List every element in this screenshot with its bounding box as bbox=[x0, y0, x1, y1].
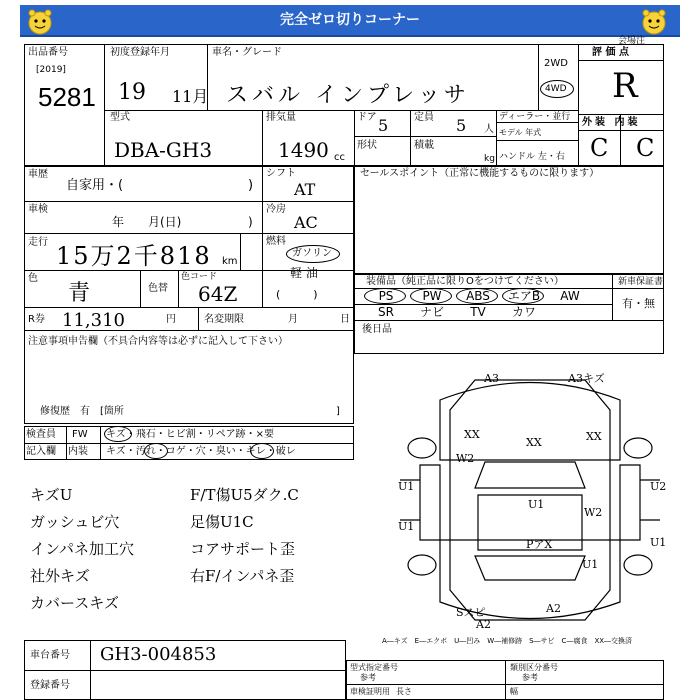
equipment-item: PS bbox=[378, 289, 394, 303]
mark-a2-right: A2 bbox=[546, 602, 561, 615]
displacement-value: 1490 bbox=[278, 138, 329, 162]
name-change-month: 月 bbox=[288, 314, 298, 325]
mark-u1-roof: U1 bbox=[528, 498, 545, 511]
mark-s-rust: Sスピ bbox=[456, 606, 486, 619]
cert-label: 車検証明用 bbox=[350, 687, 390, 696]
model-year-label: モデル 年式 bbox=[499, 128, 542, 137]
color-value: 青 bbox=[68, 281, 91, 306]
mark-a2-left: A2 bbox=[476, 618, 491, 631]
doors-label: ドア bbox=[357, 112, 377, 123]
drive-2wd: 2WD bbox=[544, 58, 568, 69]
equipment-circle bbox=[410, 288, 452, 304]
ext-grade: C bbox=[590, 134, 609, 162]
fuel-paren: ( ) bbox=[276, 288, 318, 301]
mileage-value: 15万2千818 bbox=[56, 242, 212, 270]
mark-u1-left-front: U1 bbox=[398, 480, 415, 493]
year-tag: [2019] bbox=[36, 65, 66, 75]
color-label: 色 bbox=[28, 273, 38, 284]
equipment-item: AW bbox=[560, 289, 580, 303]
equipment-item: TV bbox=[470, 305, 486, 319]
capacity-value: 5 bbox=[456, 116, 467, 135]
selling-points-label: セールスポイント（正常に機能するものに限ります） bbox=[360, 168, 600, 179]
use-close: ) bbox=[248, 178, 254, 193]
ext-int-label: 外装 内装 bbox=[582, 117, 641, 128]
chassis-value: GH3-004853 bbox=[100, 644, 217, 665]
equipment-circle bbox=[364, 288, 406, 304]
model-label: 型式 bbox=[110, 112, 130, 123]
mark-xx-right: XX bbox=[586, 430, 602, 443]
note-line: カバースキズ bbox=[30, 594, 119, 612]
area-code: 会場注 bbox=[618, 36, 646, 46]
banner-title: 完全ゼロ切りコーナー bbox=[280, 12, 420, 28]
doors-value: 5 bbox=[378, 116, 389, 135]
selling-points-box bbox=[354, 166, 664, 274]
shift-value: AT bbox=[294, 180, 316, 199]
warranty-label: 新車保証書 bbox=[618, 277, 664, 287]
mark-w2-front: W2 bbox=[456, 452, 475, 465]
class-ref: 参考 bbox=[522, 673, 538, 682]
interior-label: 内装 bbox=[68, 446, 88, 457]
class-label: 類別区分番号 bbox=[510, 663, 558, 672]
fw-scratch-circle bbox=[104, 426, 132, 442]
mark-u2-right: U2 bbox=[650, 480, 667, 493]
rear-seat-label: 後日品 bbox=[362, 324, 392, 335]
equipment-circle bbox=[502, 288, 544, 304]
note-line: ガッシュビ穴 bbox=[30, 513, 120, 531]
chassis-label: 車台番号 bbox=[30, 650, 70, 661]
car-damage-diagram bbox=[380, 370, 680, 632]
equipment-item: SR bbox=[378, 305, 394, 319]
shift-label: シフト bbox=[266, 168, 296, 179]
model-value: DBA-GH3 bbox=[114, 138, 213, 162]
equipment-label: 装備品（純正品に限りΟをつけてください） bbox=[366, 276, 564, 287]
type-cert-ref: 参考 bbox=[360, 673, 376, 682]
equipment-item: ナビ bbox=[419, 305, 444, 319]
warranty-value: 有・無 bbox=[622, 297, 655, 310]
mark-u1-right-rear: U1 bbox=[650, 536, 667, 549]
note-line: F/T傷U5ダク.C bbox=[190, 486, 299, 504]
recycle-unit: 円 bbox=[166, 314, 176, 325]
mark-xx-left: XX bbox=[464, 428, 480, 441]
name-grade-label: 車名・グレード bbox=[212, 47, 282, 58]
use-value: 自家用・( bbox=[66, 178, 124, 193]
equipment-item: ABS bbox=[466, 289, 490, 303]
eval-label: 評 価 点 bbox=[592, 47, 629, 58]
load-unit: kg bbox=[484, 154, 495, 164]
interior-odor-circle bbox=[250, 443, 274, 459]
car-name: スバル インプレッサ bbox=[226, 83, 470, 108]
use-label: 車歴 bbox=[28, 169, 48, 180]
note-line: 右F/インパネ歪 bbox=[190, 567, 295, 585]
inspection-value: 年 月(日) bbox=[112, 215, 182, 229]
mark-xx-center: XX bbox=[526, 436, 542, 449]
capacity-label: 定員 bbox=[414, 112, 434, 123]
load-label: 積載 bbox=[414, 140, 434, 151]
shape-label: 形状 bbox=[357, 140, 377, 151]
equipment-item: エアB bbox=[507, 289, 541, 303]
note-line: 足傷U1C bbox=[190, 513, 254, 531]
fw-label: FW bbox=[72, 429, 88, 440]
capacity-unit: 人 bbox=[484, 124, 494, 135]
notes-label: 注意事項申告欄（不具合内容等は必ずに記入して下さい） bbox=[28, 336, 288, 347]
mileage-label: 走行 bbox=[28, 237, 48, 248]
banner bbox=[20, 5, 680, 37]
equipment-item: カワ bbox=[511, 305, 536, 319]
equipment-circle bbox=[456, 288, 498, 304]
fuel-label: 燃料 bbox=[266, 236, 286, 247]
interior-items: キズ・汚れ・コゲ・穴・臭い・キレ・破レ bbox=[106, 446, 296, 457]
dealer-label: ディーラー・並行 bbox=[499, 112, 571, 122]
color-code-value: 64Z bbox=[198, 282, 238, 306]
displacement-unit: cc bbox=[334, 152, 345, 163]
fw-items: キズ・飛石・ヒビ割・リペア跡・×要 bbox=[106, 429, 274, 440]
lot-no: 5281 bbox=[38, 82, 96, 112]
mark-rear-xx: PアX bbox=[526, 538, 553, 551]
diagram-legend: A―キズ E―エクボ U―凹み W―補修跡 S―サビ C―腐食 XX―交換済 bbox=[382, 637, 633, 645]
note-line: キズU bbox=[30, 486, 73, 504]
mark-w2-right: W2 bbox=[584, 506, 603, 519]
repair-close: ] bbox=[336, 406, 340, 417]
fuel-diesel: 軽 油 bbox=[290, 266, 318, 280]
type-cert-label: 型式指定番号 bbox=[350, 663, 398, 672]
inspection-close: ) bbox=[248, 215, 253, 229]
mileage-unit: km bbox=[222, 256, 238, 267]
drive-4wd: 4WD bbox=[545, 84, 567, 94]
first-reg-month: 11月 bbox=[172, 87, 209, 106]
equipment-item: PW bbox=[422, 289, 442, 303]
recorder-label: 記入欄 bbox=[26, 446, 56, 457]
name-change-day: 日 bbox=[340, 314, 350, 325]
inspection-label: 車検 bbox=[28, 204, 48, 215]
eval-score: R bbox=[612, 66, 638, 106]
interior-dirt-circle bbox=[144, 443, 168, 459]
mark-u1-left-rear: U1 bbox=[398, 520, 415, 533]
note-line: コアサポート歪 bbox=[190, 540, 296, 558]
recycle-label: R券 bbox=[28, 314, 45, 325]
length-label: 長さ bbox=[396, 687, 412, 696]
recycle-value: 11,310 bbox=[62, 310, 125, 331]
inspector-label: 検査員 bbox=[26, 429, 56, 440]
int-grade: C bbox=[636, 134, 655, 162]
displacement-label: 排気量 bbox=[266, 112, 296, 123]
mascot-right-icon bbox=[640, 8, 668, 36]
mark-u1-rear: U1 bbox=[582, 558, 599, 571]
note-line: インパネ加工穴 bbox=[30, 540, 134, 558]
note-line: 社外キズ bbox=[30, 567, 90, 585]
reg-label: 登録番号 bbox=[30, 680, 70, 691]
first-reg-year: 19 bbox=[118, 80, 146, 105]
mark-a3-scratch: A3キズ bbox=[568, 372, 605, 385]
fuel-gasoline: ガソリン bbox=[292, 248, 332, 259]
ac-value: AC bbox=[294, 213, 318, 232]
width-label: 幅 bbox=[510, 687, 518, 696]
name-change-label: 名変期限 bbox=[204, 314, 244, 325]
color-code-label: 色コード bbox=[181, 272, 218, 282]
handle-label: ハンドル 左・右 bbox=[499, 152, 565, 162]
first-reg-label: 初度登録年月 bbox=[110, 47, 170, 58]
mark-a3-front: A3 bbox=[484, 372, 499, 385]
repair-label: 修復歴 有 [箇所 bbox=[40, 406, 124, 417]
ac-label: 冷房 bbox=[266, 204, 286, 215]
lot-no-label: 出品番号 bbox=[28, 47, 68, 58]
color-change-label: 色替 bbox=[148, 283, 168, 294]
